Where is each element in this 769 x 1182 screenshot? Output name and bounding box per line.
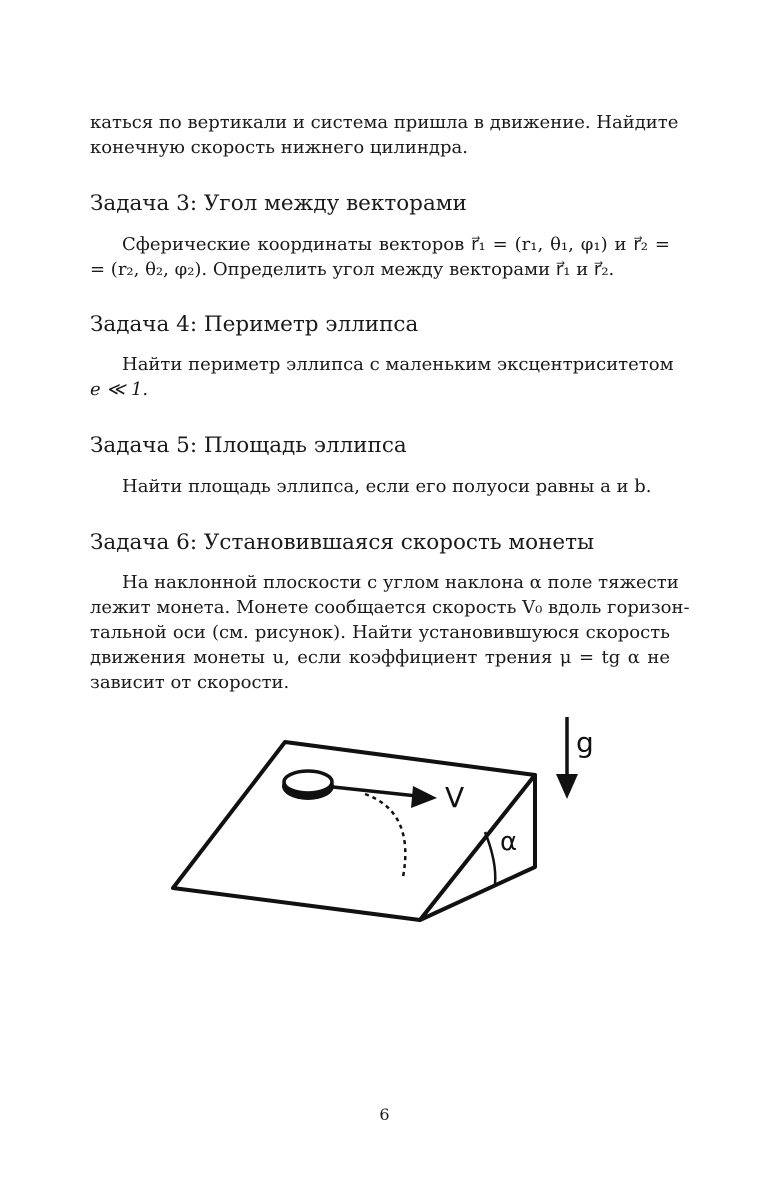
- problem6-line-3: тальной оси (см. рисунок). Найти установившуюся скорость: [90, 622, 670, 643]
- problem6-line-5: зависит от скорости.: [90, 672, 290, 693]
- page-number: 6: [379, 1105, 390, 1124]
- intro-line-1: катьcя по вертикали и система пришла в движение. Найдите: [90, 112, 679, 133]
- problem3-line-1: Сферические координаты векторов r⃗₁ = (r₁, θ₁, φ₁) и r⃗₂ =: [122, 234, 670, 255]
- angle-label: α: [500, 827, 518, 857]
- coin: [284, 771, 332, 793]
- problem5-line-1: Найти площадь эллипса, если его полуоси равны a и b.: [122, 476, 652, 497]
- problem4-paragraph: [90, 352, 674, 402]
- gravity-arrow-head: [556, 774, 578, 799]
- problem4-line-2: e ≪ 1.: [90, 379, 149, 400]
- problem5-heading: Задача 5: Площадь эллипса: [90, 433, 407, 458]
- problem6-line-2: лежит монета. Монете сообщается скорость V₀ вдоль горизон-: [90, 597, 690, 618]
- intro-line-2: конечную скорость нижнего цилиндра.: [90, 137, 468, 158]
- intro-paragraph: [90, 110, 679, 160]
- gravity-label: g: [576, 726, 594, 759]
- problem4-line-1: Найти периметр эллипса с маленьким эксцентриситетом: [122, 354, 674, 375]
- velocity-label: V: [445, 781, 465, 814]
- problem6-line-1: На наклонной плоскости с углом наклона α поле тяжести: [122, 572, 679, 593]
- problem6-heading: Задача 6: Установившаяся скорость монеты: [90, 530, 595, 555]
- inclined-plane-figure: [165, 712, 605, 932]
- problem3-heading: Задача 3: Угол между векторами: [90, 191, 467, 216]
- problem3-line-2: = (r₂, θ₂, φ₂). Определить угол между векторами r⃗₁ и r⃗₂.: [90, 259, 615, 280]
- problem6-line-4: движения монеты u, если коэффициент трения μ = tg α не: [90, 647, 670, 668]
- problem4-heading: Задача 4: Периметр эллипса: [90, 312, 419, 337]
- problem3-paragraph: [90, 232, 670, 282]
- problem6-paragraph: [90, 570, 690, 695]
- problem5-paragraph: [90, 474, 670, 499]
